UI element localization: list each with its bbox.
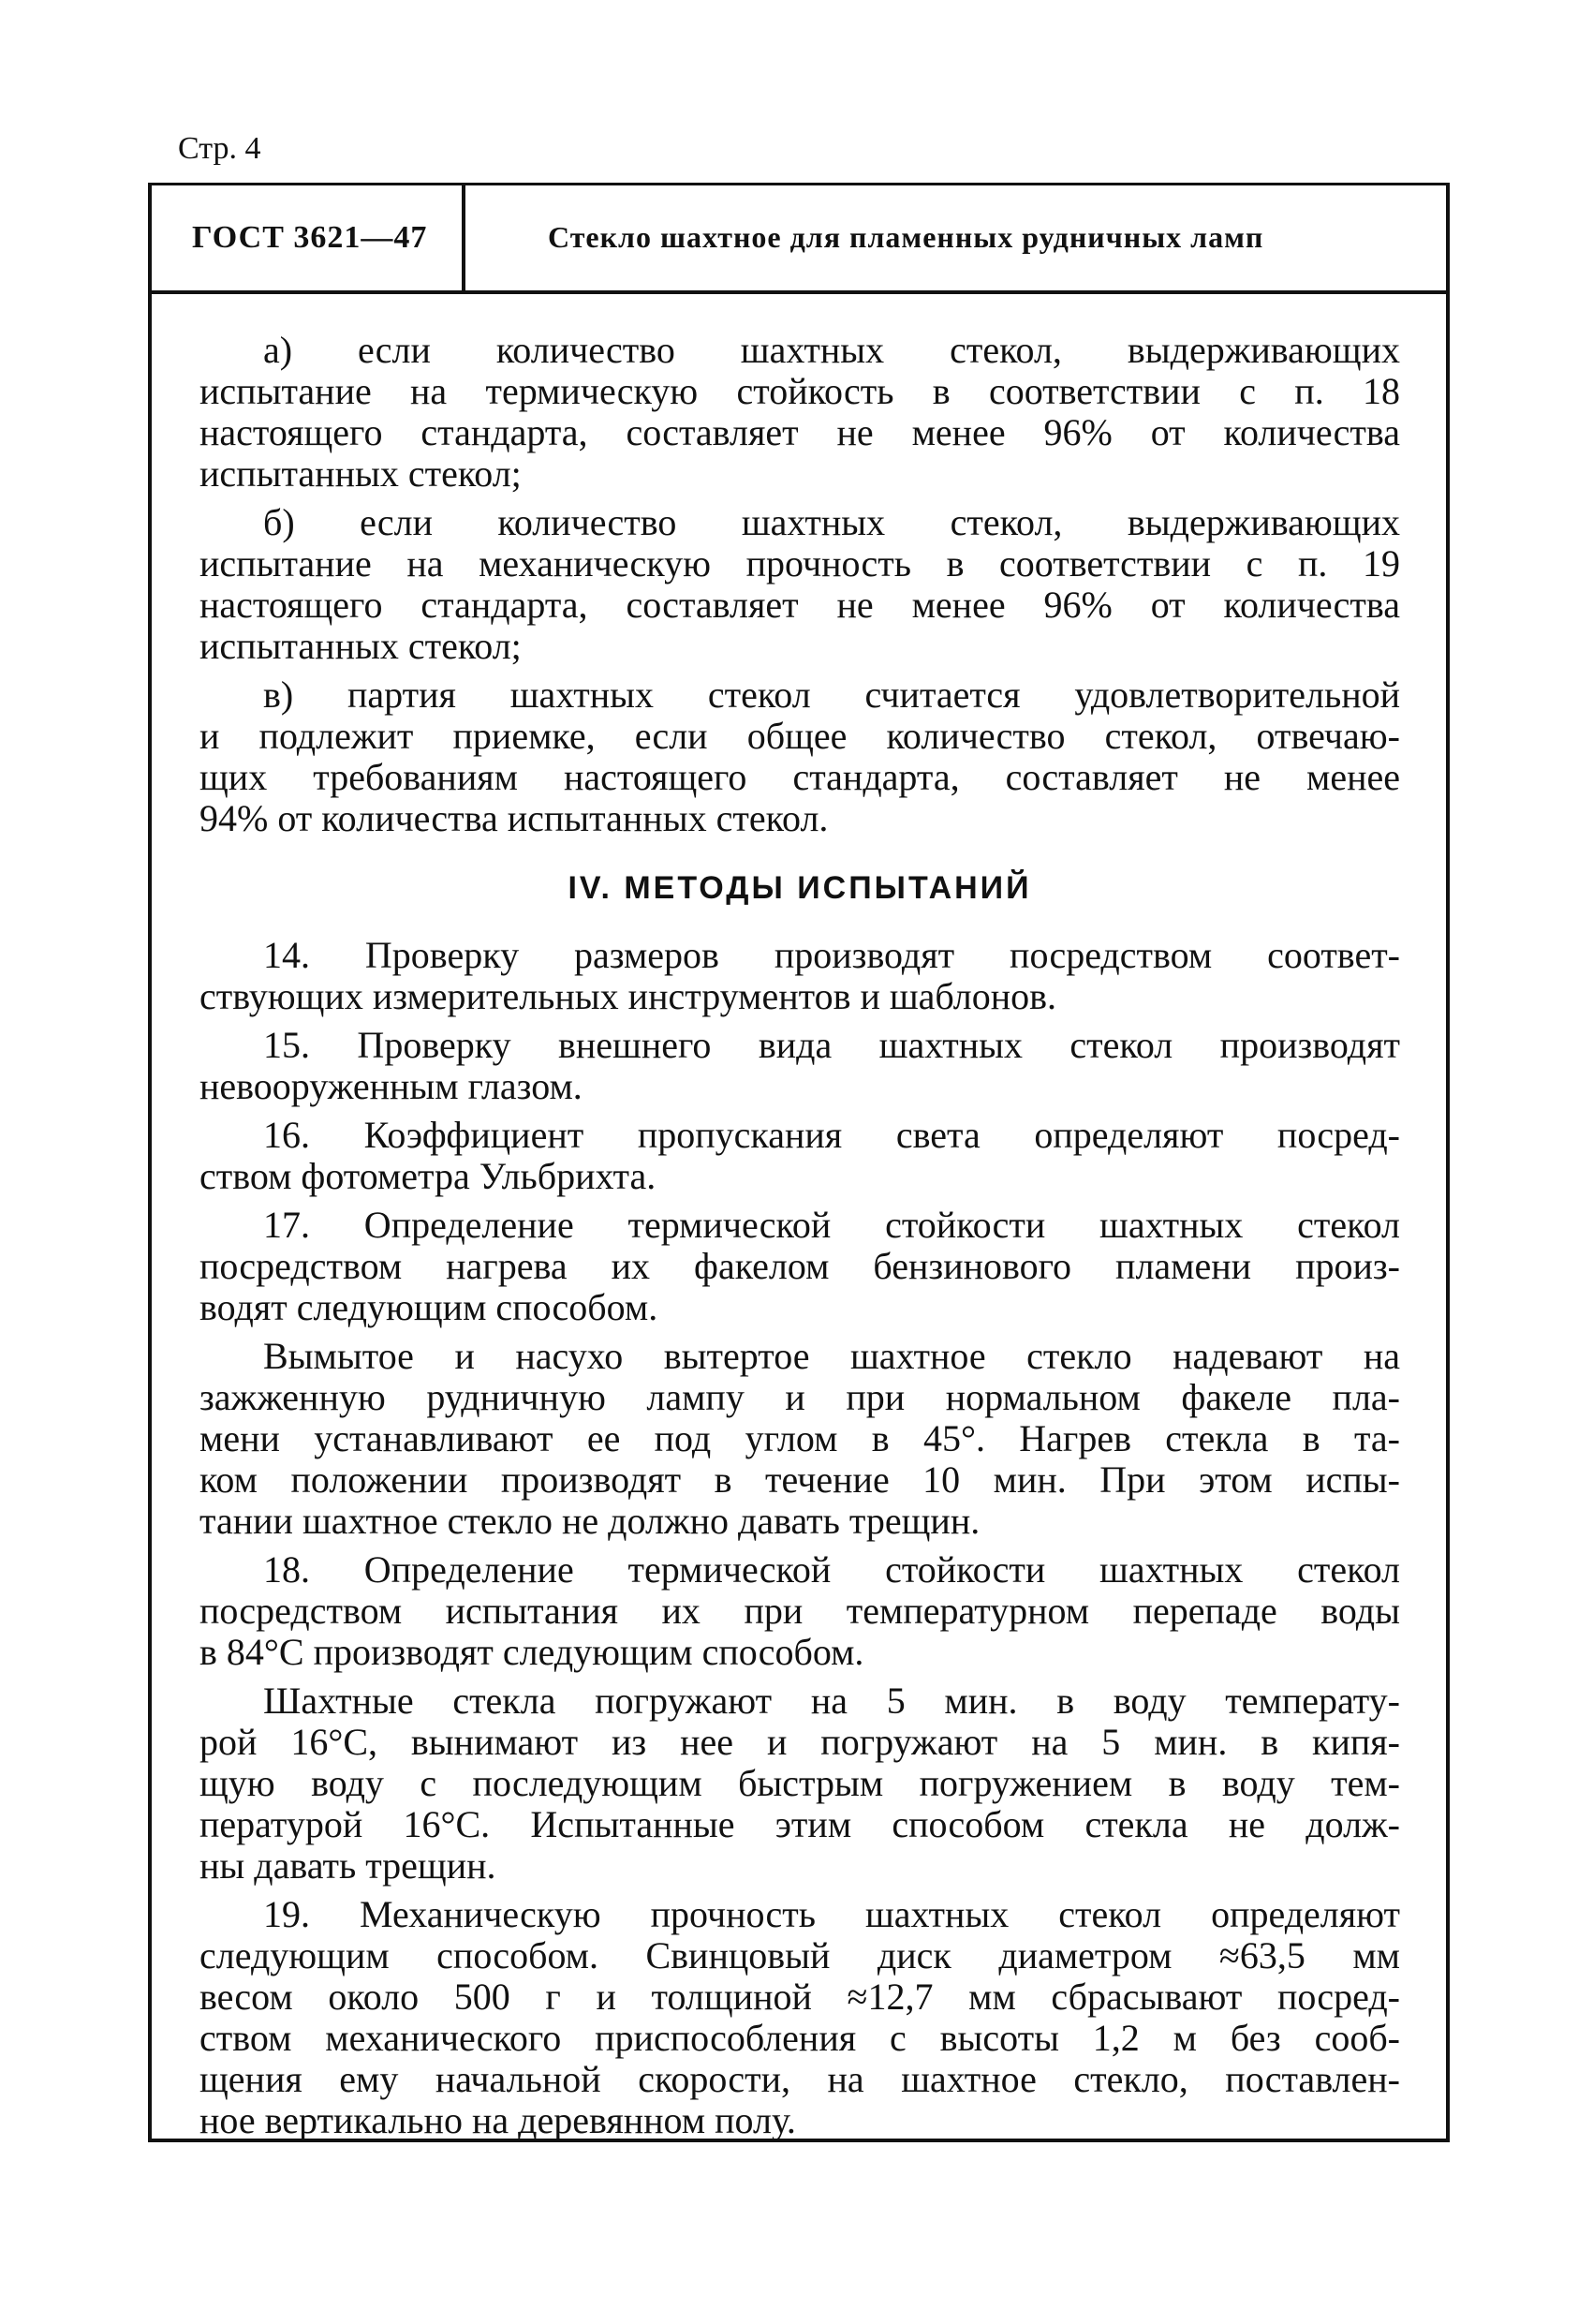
text-line: мени устанавливают ее под углом в 45°. Нагрев стекла в та- xyxy=(199,1417,1400,1459)
text-line: испытание на механическую прочность в соответствии с п. 19 xyxy=(199,542,1400,585)
text-line: ствующих измерительных инструментов и шаблонов. xyxy=(199,975,1057,1017)
text-line: Шахтные стекла погружают на 5 мин. в воду температу- xyxy=(263,1680,1400,1722)
text-line: в 84°С производят следующим способом. xyxy=(199,1631,864,1673)
text-line: зажженную рудничную лампу и при нормальном факеле пла- xyxy=(199,1376,1400,1418)
text-line: в) партия шахтных стекол считается удовлетворительной xyxy=(263,674,1400,716)
page-number: Стр. 4 xyxy=(178,131,261,166)
text-line: 14. Проверку размеров производят посредством соответ- xyxy=(263,934,1400,976)
text-line: водят следующим способом. xyxy=(199,1286,658,1328)
text-line: ством фотометра Ульбрихта. xyxy=(199,1155,656,1197)
text-line: 18. Определение термической стойкости шахтных стекол xyxy=(263,1548,1400,1591)
text-line: посредством испытания их при температурном перепаде воды xyxy=(199,1590,1400,1632)
text-line: ком положении производят в течение 10 мин. При этом испы- xyxy=(199,1458,1400,1501)
text-line: пературой 16°С. Испытанные этим способом стекла не долж- xyxy=(199,1803,1400,1845)
text-line: щую воду с последующим быстрым погружением в воду тем- xyxy=(199,1762,1400,1804)
text-line: щих требованиям настоящего стандарта, составляет не менее xyxy=(199,756,1400,798)
text-line: следующим способом. Свинцовый диск диаметром ≈63,5 мм xyxy=(199,1934,1400,1976)
text-line: тании шахтное стекло не должно давать трещин. xyxy=(199,1500,981,1542)
text-line: 17. Определение термической стойкости шахтных стекол xyxy=(263,1204,1400,1246)
text-line: настоящего стандарта, составляет не менее 96% от количества xyxy=(199,411,1400,453)
text-line: испытанных стекол; xyxy=(199,625,522,667)
standard-number: ГОСТ 3621—47 xyxy=(192,220,428,255)
text-line: настоящего стандарта, составляет не менее 96% от количества xyxy=(199,584,1400,626)
text-line: ное вертикально на деревянном полу. xyxy=(199,2099,796,2141)
text-line: б) если количество шахтных стекол, выдерживающих xyxy=(263,501,1400,543)
header-separator xyxy=(462,183,465,293)
text-line: Вымытое и насухо вытертое шахтное стекло надевают на xyxy=(263,1335,1400,1377)
document-title: Стекло шахтное для пламенных рудничных ламп xyxy=(548,220,1264,254)
text-line: рой 16°С, вынимают из нее и погружают на 5 мин. в кипя- xyxy=(199,1721,1400,1763)
text-line: 16. Коэффициент пропускания света определяют посред- xyxy=(263,1114,1400,1156)
text-line: 15. Проверку внешнего вида шахтных стекол производят xyxy=(263,1024,1400,1066)
text-line: а) если количество шахтных стекол, выдерживающих xyxy=(263,329,1400,371)
header-bottom-rule xyxy=(148,290,1450,294)
text-line: щения ему начальной скорости, на шахтное стекло, поставлен- xyxy=(199,2058,1400,2100)
text-line: посредством нагрева их факелом бензинового пламени произ- xyxy=(199,1245,1400,1287)
text-line: весом около 500 г и толщиной ≈12,7 мм сбрасывают посред- xyxy=(199,1976,1400,2018)
header-top-rule xyxy=(148,183,1450,185)
text-line: невооруженным глазом. xyxy=(199,1065,583,1107)
section-heading: IV. МЕТОДЫ ИСПЫТАНИЙ xyxy=(568,870,1032,906)
text-line: испытание на термическую стойкость в соответствии с п. 18 xyxy=(199,370,1400,412)
text-line: ны давать трещин. xyxy=(199,1844,496,1887)
footer-rule xyxy=(148,2139,1450,2142)
text-line: ством механического приспособления с высоты 1,2 м без сооб- xyxy=(199,2017,1400,2059)
body-text xyxy=(199,330,1400,2141)
text-line: испытанных стекол; xyxy=(199,452,522,495)
text-line: 19. Механическую прочность шахтных стекол определяют xyxy=(263,1893,1400,1935)
text-line: и подлежит приемке, если общее количество стекол, отвечаю- xyxy=(199,715,1400,757)
text-line: 94% от количества испытанных стекол. xyxy=(199,797,829,839)
